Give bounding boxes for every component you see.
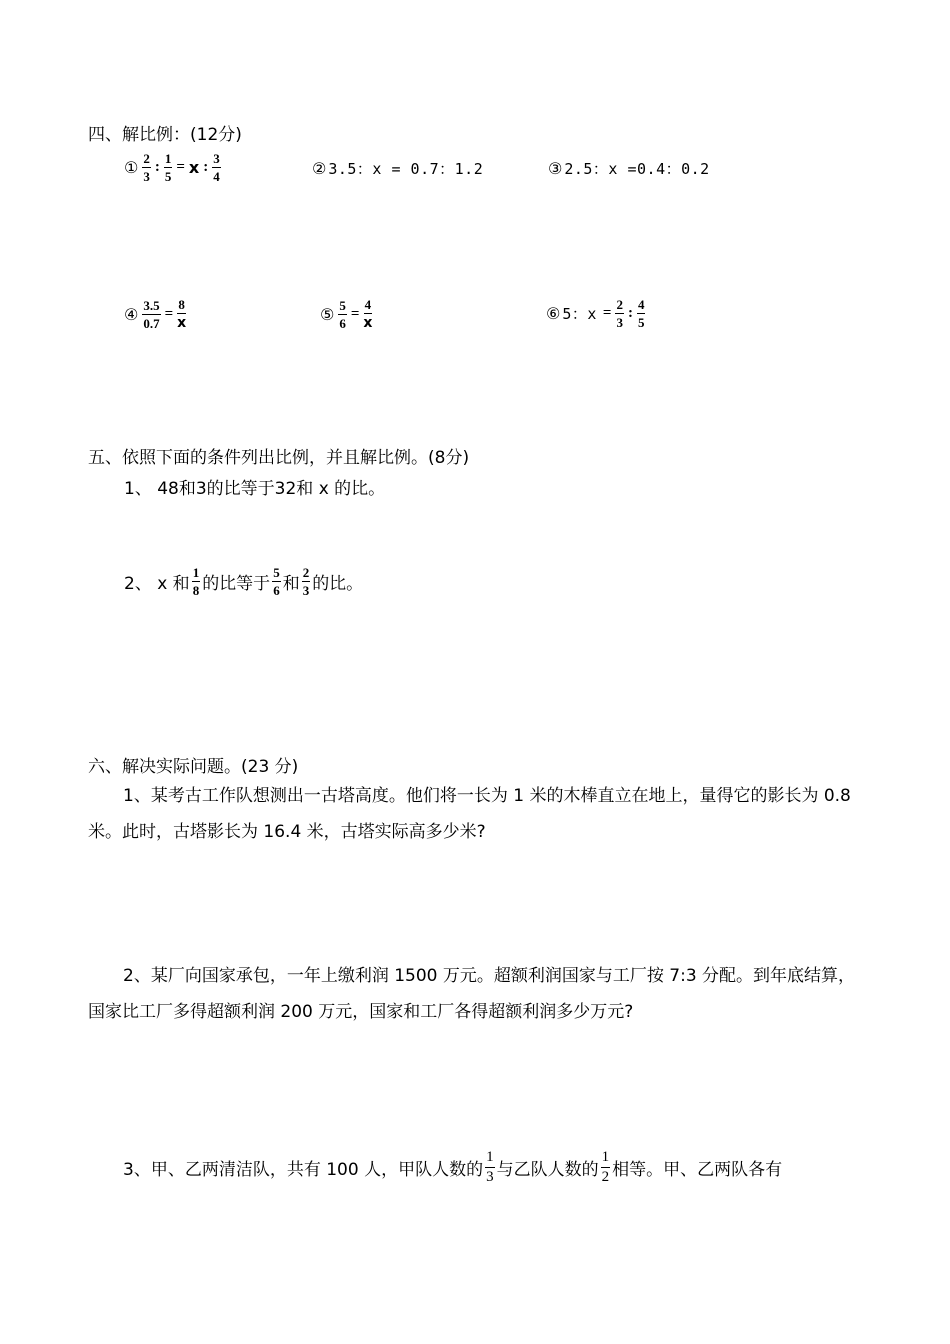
fraction-one-eighth: $\frac{1}{8}$ <box>192 565 200 598</box>
question-1: 1、某考古工作队想测出一古塔高度。他们将一长为 1 米的木棒直立在地上，量得它的影长为 0.8 米。此时，古塔影长为 16.4 米，古塔实际高多少米? <box>88 786 851 842</box>
fraction-a: $\frac{2}{3}$ <box>616 297 623 330</box>
fraction-a: $\frac{5}{6}$ <box>339 297 346 331</box>
fraction-b: $\frac{4}{5}$ <box>637 297 645 330</box>
problem-3-label: ③ <box>548 159 563 178</box>
problem-6-label: ⑥ <box>546 304 561 323</box>
section4-title: 四、解比例：(12分) <box>88 125 242 145</box>
problem-2-label: ② <box>312 159 327 178</box>
fraction-a: $\frac{3.5}{0.7}$ <box>143 297 160 331</box>
section5-title: 五、依照下面的条件列出比例，并且解比例。(8分) <box>88 448 470 468</box>
fraction-b: $\frac{8}{x}$ <box>177 297 187 331</box>
problem-6: ⑥ 5：x = $\frac{2}{3}$ : $\frac{4}{5}$ <box>546 297 645 330</box>
problem-3-text: 2.5：x =0.4：0.2 <box>564 160 710 178</box>
fraction-b: $\frac{1}{5}$ <box>164 151 172 184</box>
question-3: 3、甲、乙两清洁队，共有 100 人，甲队人数的 $\frac{1}{3}$ 与乙队人数的 $\frac{1}{2}$ 相等。甲、乙两队各有 <box>123 1149 783 1185</box>
fraction-b: $\frac{4}{x}$ <box>363 297 373 331</box>
fraction-c: $\frac{3}{4}$ <box>213 151 220 184</box>
fraction-one-third: $\frac{1}{3}$ <box>486 1149 494 1185</box>
section5-item-1: 1、 48和3的比等于32和 x 的比。 <box>124 479 386 499</box>
problem-4-label: ④ <box>124 304 139 324</box>
section6-title: 六、解决实际问题。(23 分) <box>88 757 299 777</box>
fraction-one-half: $\frac{1}{2}$ <box>601 1149 610 1185</box>
problem-3 <box>548 158 710 179</box>
fraction-two-thirds: $\frac{2}{3}$ <box>302 565 310 598</box>
problem-2 <box>312 158 483 179</box>
problem-5: ⑤ $\frac{5}{6}$ = $\frac{4}{x}$ <box>320 297 373 331</box>
section5-item-2: 2、 x 和 $\frac{1}{8}$ 的比等于 $\frac{5}{6}$ 和 $\frac{2}{3}$ 的比。 <box>124 565 364 598</box>
question-2: 2、某厂向国家承包，一年上缴利润 1500 万元。超额利润国家与工厂按 7:3 分配。到年底结算，国家比工厂多得超额利润 200 万元，国家和工厂各得超额利润多少万元? <box>88 966 856 1022</box>
problem-1: ① $\frac{2}{3}$ : $\frac{1}{5}$ = x : $\frac{3}{4}$ <box>124 151 220 184</box>
problem-4: ④ $\frac{3.5}{0.7}$ = $\frac{8}{x}$ <box>124 297 187 331</box>
fraction-a: $\frac{2}{3}$ <box>143 151 150 184</box>
problem-1-label: ① <box>124 158 139 177</box>
fraction-five-sixths: $\frac{5}{6}$ <box>273 565 280 598</box>
problem-2-text: 3.5：x = 0.7：1.2 <box>328 160 484 178</box>
problem-5-label: ⑤ <box>320 304 335 324</box>
variable-x: x <box>188 158 200 177</box>
